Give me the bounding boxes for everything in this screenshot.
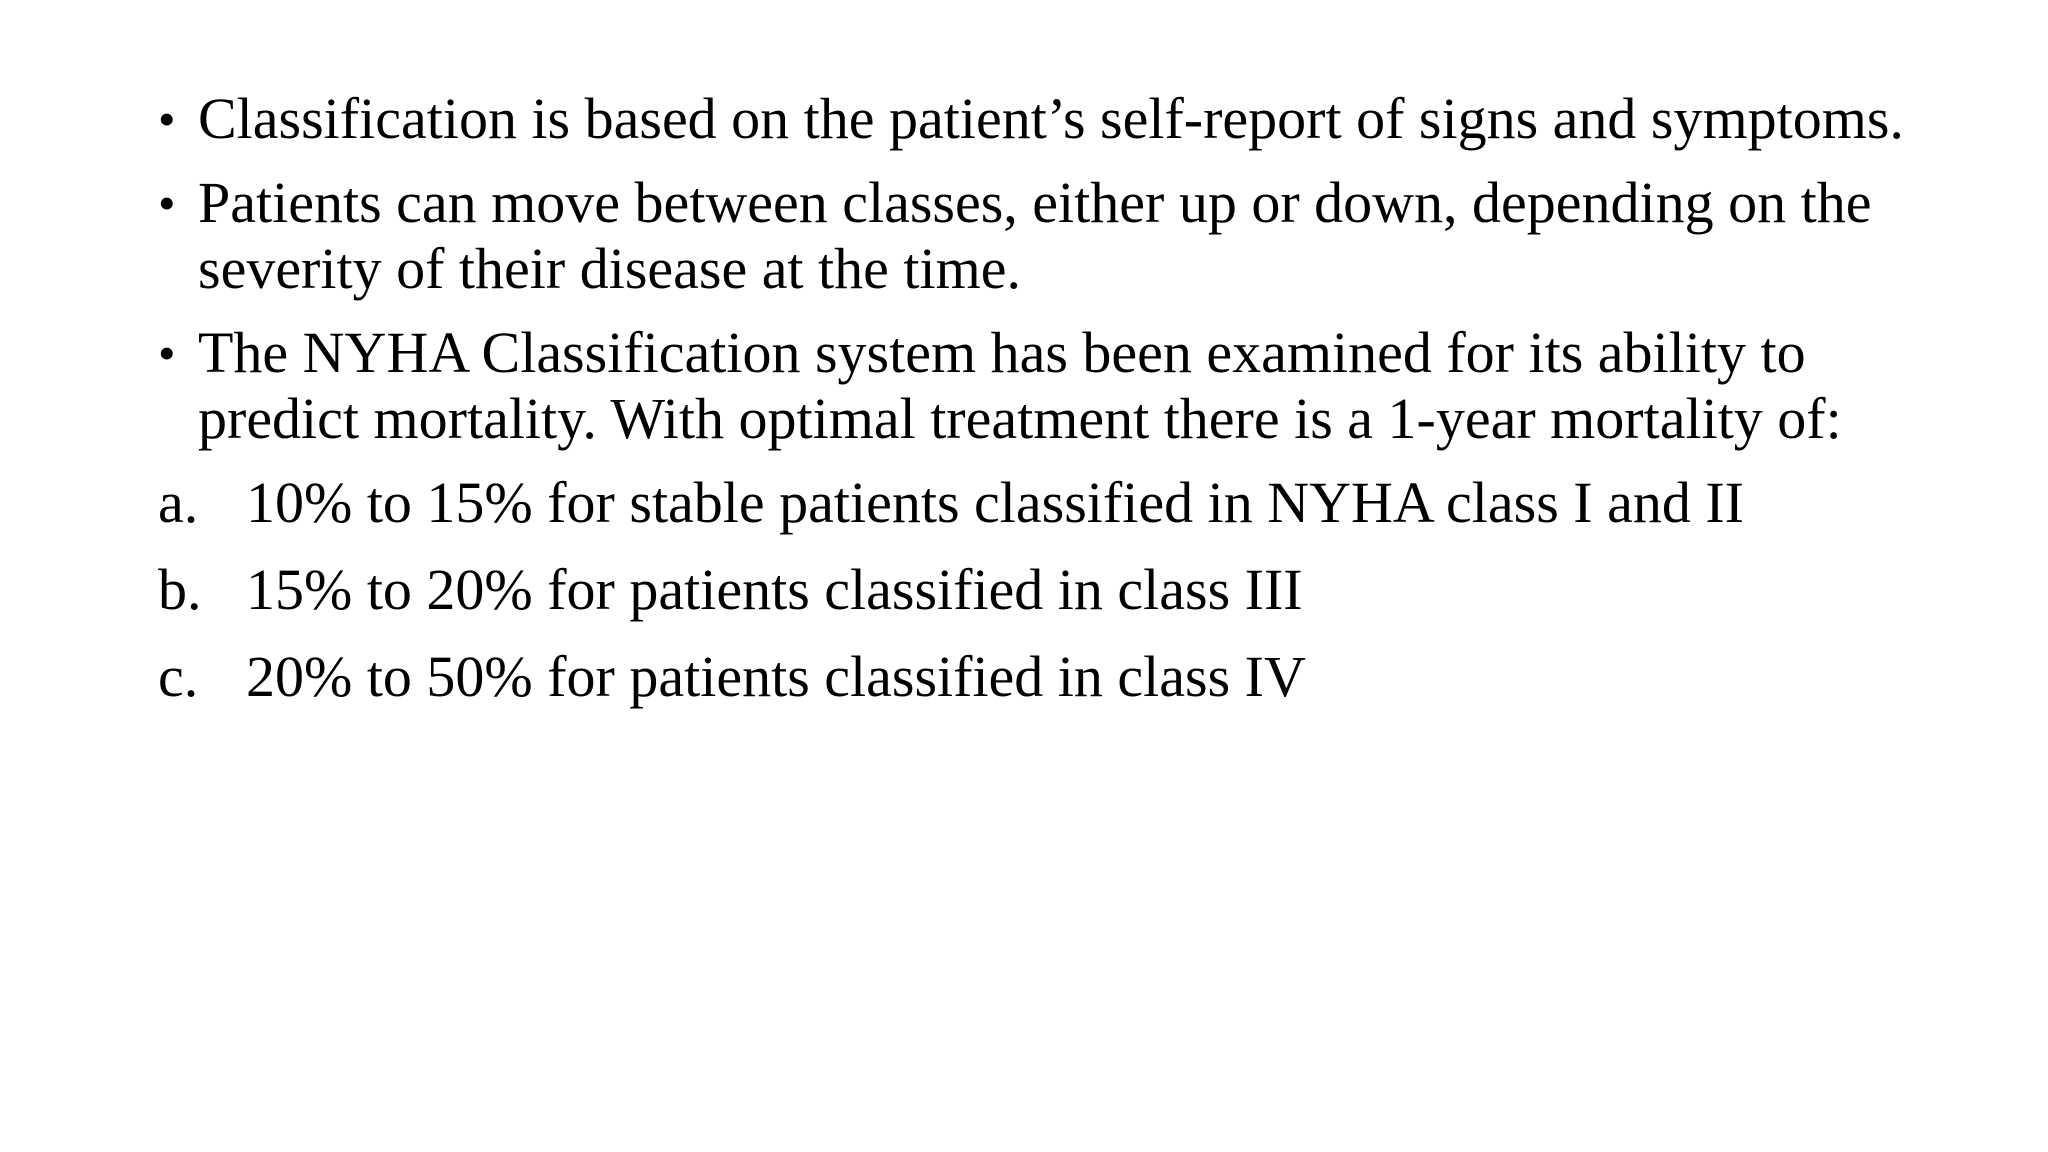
bullet-item <box>158 170 1918 302</box>
list-marker: c. <box>158 644 199 709</box>
bullet-text: Classification is based on the patient’s self-report of signs and symptoms. <box>198 86 1904 151</box>
bullet-text: Patients can move between classes, either up or down, depending on the severity of their disease at the time. <box>198 170 1872 301</box>
bullet-item <box>158 320 1918 452</box>
list-item <box>158 557 1918 623</box>
bullet-text: The NYHA Classification system has been examined for its ability to predict mortality. With optimal treatment there is a 1-year mortality of: <box>198 320 1842 451</box>
slide-body <box>158 86 1918 731</box>
bullet-item <box>158 86 1918 152</box>
bullet-marker: • <box>158 175 176 231</box>
bullet-marker: • <box>158 325 176 381</box>
list-item <box>158 644 1918 710</box>
list-text: 15% to 20% for patients classified in class III <box>246 557 1303 622</box>
bullet-marker: • <box>158 91 176 147</box>
list-text: 10% to 15% for stable patients classified in NYHA class I and II <box>246 470 1744 535</box>
list-item <box>158 470 1918 536</box>
list-marker: a. <box>158 470 199 535</box>
list-marker: b. <box>158 557 202 622</box>
list-text: 20% to 50% for patients classified in class IV <box>246 644 1306 709</box>
